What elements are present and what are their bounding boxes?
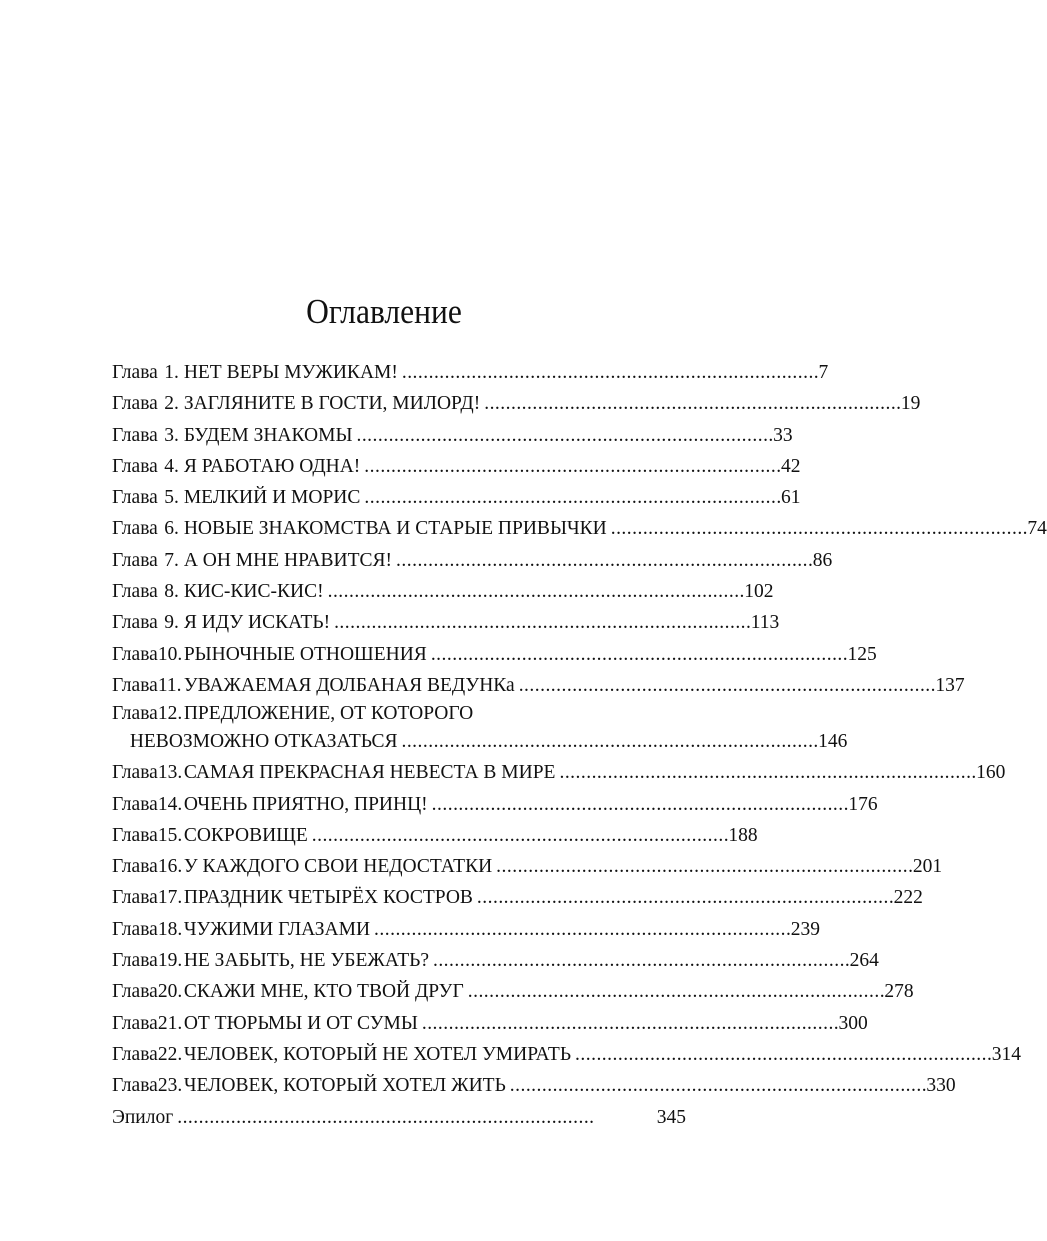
chapter-label bbox=[112, 420, 184, 451]
toc-entry[interactable] bbox=[112, 976, 914, 1007]
chapter-word: Глава bbox=[112, 674, 158, 696]
page-number: 345 bbox=[656, 1106, 686, 1128]
chapter-label bbox=[112, 576, 184, 607]
chapter-word: Глава bbox=[112, 887, 158, 909]
chapter-word: Глава bbox=[112, 1075, 158, 1097]
page-number: 19 bbox=[900, 393, 921, 415]
chapter-label bbox=[112, 789, 184, 820]
chapter-word: Глава bbox=[112, 824, 158, 846]
chapter-title: Я РАБОТАЮ ОДНА! bbox=[183, 455, 361, 477]
toc-entry[interactable] bbox=[112, 820, 758, 851]
page-number: 160 bbox=[976, 762, 1006, 784]
chapter-word: Глава bbox=[112, 549, 158, 571]
chapter-label bbox=[112, 882, 184, 913]
chapter-word: Глава bbox=[112, 393, 158, 415]
chapter-word: Глава bbox=[112, 950, 158, 972]
chapter-title: ОЧЕНЬ ПРИЯТНО, ПРИНЦ! bbox=[183, 793, 428, 815]
chapter-label bbox=[112, 670, 184, 701]
chapter-label bbox=[112, 482, 184, 513]
toc-entry[interactable] bbox=[112, 482, 801, 513]
chapter-number: 12. bbox=[157, 703, 183, 725]
chapter-word: Глава bbox=[112, 612, 158, 634]
chapter-number: 18. bbox=[157, 918, 183, 940]
toc-entry[interactable] bbox=[112, 1039, 1021, 1070]
toc-entry[interactable] bbox=[112, 789, 878, 820]
toc-entry[interactable] bbox=[112, 451, 801, 482]
chapter-number: 6. bbox=[164, 518, 179, 540]
page-number: 7 bbox=[818, 362, 829, 383]
chapter-number: 3. bbox=[164, 424, 179, 446]
dot-leader bbox=[422, 1008, 837, 1039]
chapter-label bbox=[112, 513, 184, 544]
chapter-title: СОКРОВИЩЕ bbox=[183, 824, 308, 846]
dot-leader bbox=[575, 1039, 990, 1070]
dot-leader bbox=[364, 451, 779, 482]
page-number: 300 bbox=[838, 1012, 868, 1034]
chapter-word: Глава bbox=[112, 1043, 158, 1065]
dot-leader bbox=[496, 851, 911, 882]
toc-entry[interactable] bbox=[112, 357, 829, 388]
chapter-label bbox=[112, 639, 184, 670]
toc-entry-epilogue[interactable] bbox=[112, 1102, 686, 1133]
chapter-number: 22. bbox=[157, 1043, 183, 1065]
chapter-label bbox=[112, 1070, 184, 1101]
chapter-word: Глава bbox=[112, 455, 158, 477]
chapter-title: У КАЖДОГО СВОИ НЕДОСТАТКИ bbox=[183, 856, 493, 878]
dot-leader bbox=[328, 576, 743, 607]
toc-entry[interactable] bbox=[112, 420, 793, 451]
chapter-number: 20. bbox=[157, 981, 183, 1003]
dot-leader bbox=[334, 607, 749, 638]
page-number: 146 bbox=[818, 731, 848, 753]
toc-entry[interactable] bbox=[112, 545, 833, 576]
chapter-word: Глава bbox=[112, 424, 158, 446]
chapter-title: НЕ ЗАБЫТЬ, НЕ УБЕЖАТЬ? bbox=[183, 950, 429, 972]
page-number: 74 bbox=[1027, 518, 1047, 540]
chapter-label bbox=[112, 1039, 184, 1070]
chapter-label bbox=[112, 757, 184, 788]
chapter-word: Глава bbox=[112, 1012, 158, 1034]
chapter-title: ПРАЗДНИК ЧЕТЫРЁХ КОСТРОВ bbox=[183, 887, 473, 909]
page-number: 33 bbox=[773, 424, 793, 446]
chapter-number: 16. bbox=[157, 856, 183, 878]
chapter-title: СКАЖИ МНЕ, КТО ТВОЙ ДРУГ bbox=[183, 981, 464, 1003]
chapter-word: Глава bbox=[112, 362, 158, 383]
chapter-title: НЕТ ВЕРЫ МУЖИКАМ! bbox=[183, 362, 398, 383]
chapter-number: 13. bbox=[157, 762, 183, 784]
dot-leader bbox=[611, 513, 1026, 544]
dot-leader bbox=[364, 482, 779, 513]
chapter-number: 14. bbox=[157, 793, 183, 815]
chapter-number: 17. bbox=[157, 887, 183, 909]
chapter-title: ЧУЖИМИ ГЛАЗАМИ bbox=[183, 918, 371, 940]
chapter-number: 21. bbox=[157, 1012, 183, 1034]
dot-leader bbox=[402, 357, 817, 388]
chapter-label bbox=[112, 976, 184, 1007]
table-of-contents bbox=[112, 357, 1047, 1133]
page-number: 239 bbox=[790, 918, 820, 940]
chapter-number: 5. bbox=[164, 487, 179, 509]
chapter-title: ЧЕЛОВЕК, КОТОРЫЙ ХОТЕЛ ЖИТЬ bbox=[183, 1075, 506, 1097]
page-number: 188 bbox=[728, 824, 758, 846]
chapter-label bbox=[112, 451, 184, 482]
chapter-number: 15. bbox=[157, 824, 183, 846]
page-number: 201 bbox=[912, 856, 943, 878]
page-number: 42 bbox=[780, 455, 801, 477]
chapter-label bbox=[112, 851, 184, 882]
chapter-number: 19. bbox=[157, 950, 183, 972]
dot-leader bbox=[431, 639, 846, 670]
toc-entry[interactable] bbox=[112, 513, 1047, 544]
chapter-title: А ОН МНЕ НРАВИТСЯ! bbox=[183, 549, 393, 571]
chapter-word: Глава bbox=[112, 487, 158, 509]
dot-leader bbox=[312, 820, 727, 851]
chapter-number: 8. bbox=[164, 581, 179, 603]
chapter-title: ЗАГЛЯНИТЕ В ГОСТИ, МИЛОРД! bbox=[183, 393, 481, 415]
dot-leader bbox=[374, 914, 789, 945]
page-number: 222 bbox=[893, 887, 923, 909]
dot-leader bbox=[519, 670, 934, 701]
chapter-title: ЧЕЛОВЕК, КОТОРЫЙ НЕ ХОТЕЛ УМИРАТЬ bbox=[183, 1043, 572, 1065]
chapter-label bbox=[112, 820, 184, 851]
page-number: 278 bbox=[884, 981, 914, 1003]
dot-leader bbox=[484, 388, 899, 419]
chapter-number: 9. bbox=[164, 612, 179, 634]
page-number: 137 bbox=[935, 674, 965, 696]
dot-leader bbox=[177, 1102, 655, 1133]
page-title: Оглавление bbox=[306, 292, 462, 331]
chapter-title: МЕЛКИЙ И МОРИС bbox=[183, 487, 361, 509]
chapter-title: БУДЕМ ЗНАКОМЫ bbox=[183, 424, 353, 446]
chapter-word: Глава bbox=[112, 518, 158, 540]
toc-entry[interactable] bbox=[112, 945, 879, 976]
chapter-word: Глава bbox=[112, 703, 158, 725]
toc-entry[interactable] bbox=[112, 576, 774, 607]
toc-entry[interactable] bbox=[112, 882, 923, 913]
chapter-title: УВАЖАЕМАЯ ДОЛБАНАЯ ВЕДУНКа bbox=[183, 674, 515, 696]
page-number: 113 bbox=[750, 612, 780, 634]
toc-entry[interactable] bbox=[112, 851, 943, 882]
dot-leader bbox=[401, 727, 816, 757]
dot-leader bbox=[477, 882, 892, 913]
chapter-title: ОТ ТЮРЬМЫ И ОТ СУМЫ bbox=[183, 1012, 418, 1034]
chapter-word: Глава bbox=[112, 856, 158, 878]
chapter-title-continued: НЕВОЗМОЖНО ОТКАЗАТЬСЯ bbox=[129, 731, 398, 753]
chapter-title: Я ИДУ ИСКАТЬ! bbox=[183, 612, 331, 634]
chapter-word: Глава bbox=[112, 643, 158, 665]
dot-leader bbox=[510, 1070, 925, 1101]
chapter-label bbox=[112, 357, 184, 388]
chapter-number: 1. bbox=[164, 362, 179, 383]
chapter-number: 10. bbox=[157, 643, 183, 665]
toc-entry[interactable] bbox=[112, 670, 965, 701]
dot-leader bbox=[559, 757, 974, 788]
page-number: 102 bbox=[744, 581, 774, 603]
dot-leader bbox=[432, 789, 847, 820]
page-number: 125 bbox=[847, 643, 877, 665]
toc-entry[interactable] bbox=[112, 388, 921, 419]
page-number: 314 bbox=[991, 1043, 1021, 1065]
chapter-word: Глава bbox=[112, 793, 158, 815]
toc-entry[interactable] bbox=[112, 607, 780, 638]
chapter-title: РЫНОЧНЫЕ ОТНОШЕНИЯ bbox=[183, 643, 427, 665]
chapter-label bbox=[112, 388, 184, 419]
chapter-word: Глава bbox=[112, 918, 158, 940]
chapter-word: Глава bbox=[112, 762, 158, 784]
toc-entry[interactable] bbox=[112, 639, 877, 670]
chapter-number: 4. bbox=[164, 455, 179, 477]
dot-leader bbox=[356, 420, 771, 451]
dot-leader bbox=[468, 976, 883, 1007]
chapter-number: 7. bbox=[164, 549, 179, 571]
chapter-label bbox=[112, 701, 184, 727]
toc-entry[interactable] bbox=[112, 701, 848, 757]
chapter-title: САМАЯ ПРЕКРАСНАЯ НЕВЕСТА В МИРЕ bbox=[183, 762, 556, 784]
page-number: 61 bbox=[781, 487, 801, 509]
page-number: 264 bbox=[849, 950, 879, 972]
toc-entry[interactable] bbox=[112, 914, 820, 945]
page-number: 176 bbox=[848, 793, 878, 815]
chapter-title: НОВЫЕ ЗНАКОМСТВА И СТАРЫЕ ПРИВЫЧКИ bbox=[183, 518, 607, 540]
chapter-number: 2. bbox=[164, 393, 179, 415]
dot-leader bbox=[396, 545, 811, 576]
chapter-number: 23. bbox=[157, 1075, 183, 1097]
chapter-label bbox=[112, 1008, 184, 1039]
page-number: 330 bbox=[926, 1075, 956, 1097]
chapter-label bbox=[112, 945, 184, 976]
chapter-label bbox=[112, 914, 184, 945]
chapter-word: Глава bbox=[112, 581, 158, 603]
chapter-title: КИС-КИС-КИС! bbox=[183, 581, 324, 603]
page-number: 86 bbox=[812, 549, 833, 571]
chapter-word: Глава bbox=[112, 981, 158, 1003]
dot-leader bbox=[433, 945, 848, 976]
toc-entry[interactable] bbox=[112, 1008, 868, 1039]
chapter-label bbox=[112, 545, 184, 576]
toc-entry[interactable] bbox=[112, 1070, 956, 1101]
chapter-title: ПРЕДЛОЖЕНИЕ, ОТ КОТОРОГО bbox=[183, 703, 474, 725]
chapter-number: 11. bbox=[157, 674, 182, 696]
epilogue-title: Эпилог bbox=[112, 1106, 174, 1128]
chapter-label bbox=[112, 607, 184, 638]
toc-entry[interactable] bbox=[112, 757, 1006, 788]
